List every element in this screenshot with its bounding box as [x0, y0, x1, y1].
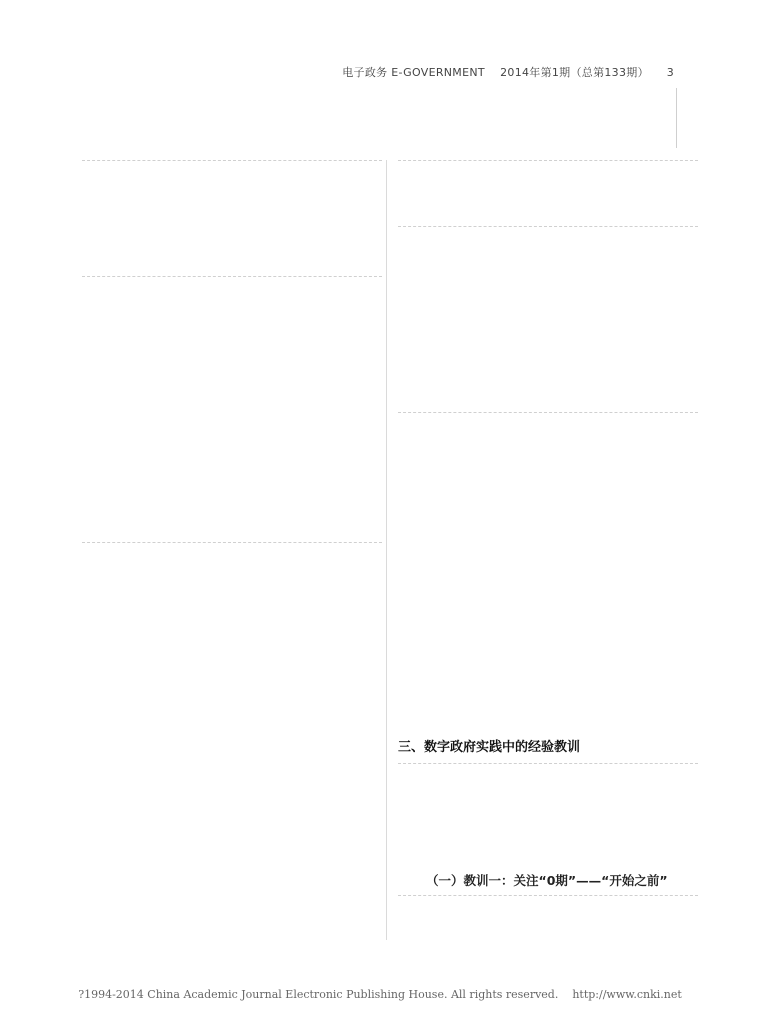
right-column — [398, 160, 698, 940]
page-number: 3 — [666, 66, 674, 79]
issue-info: 2014年第1期（总第133期） — [500, 66, 649, 79]
column-divider — [386, 160, 387, 940]
paragraph — [82, 542, 382, 942]
copyright-notice: ?1994-2014 China Academic Journal Electronic Publishing House. All rights reserved. — [78, 988, 559, 1001]
paragraph — [398, 763, 698, 863]
section-heading: 三、数字政府实践中的经验教训 — [398, 740, 581, 755]
footer-url: http://www.cnki.net — [572, 988, 682, 1001]
paragraph — [82, 276, 382, 536]
footer — [0, 988, 760, 1001]
running-header — [342, 64, 674, 80]
subsection-heading: （一）教训一：关注“0期”——“开始之前” — [426, 873, 668, 888]
header-divider — [676, 88, 677, 148]
paragraph — [398, 895, 698, 945]
paragraph — [398, 226, 698, 406]
paragraph — [82, 160, 382, 270]
left-column — [82, 160, 382, 940]
journal-name: 电子政务 E-GOVERNMENT — [342, 66, 485, 79]
paragraph — [398, 160, 698, 220]
paragraph — [398, 412, 698, 722]
